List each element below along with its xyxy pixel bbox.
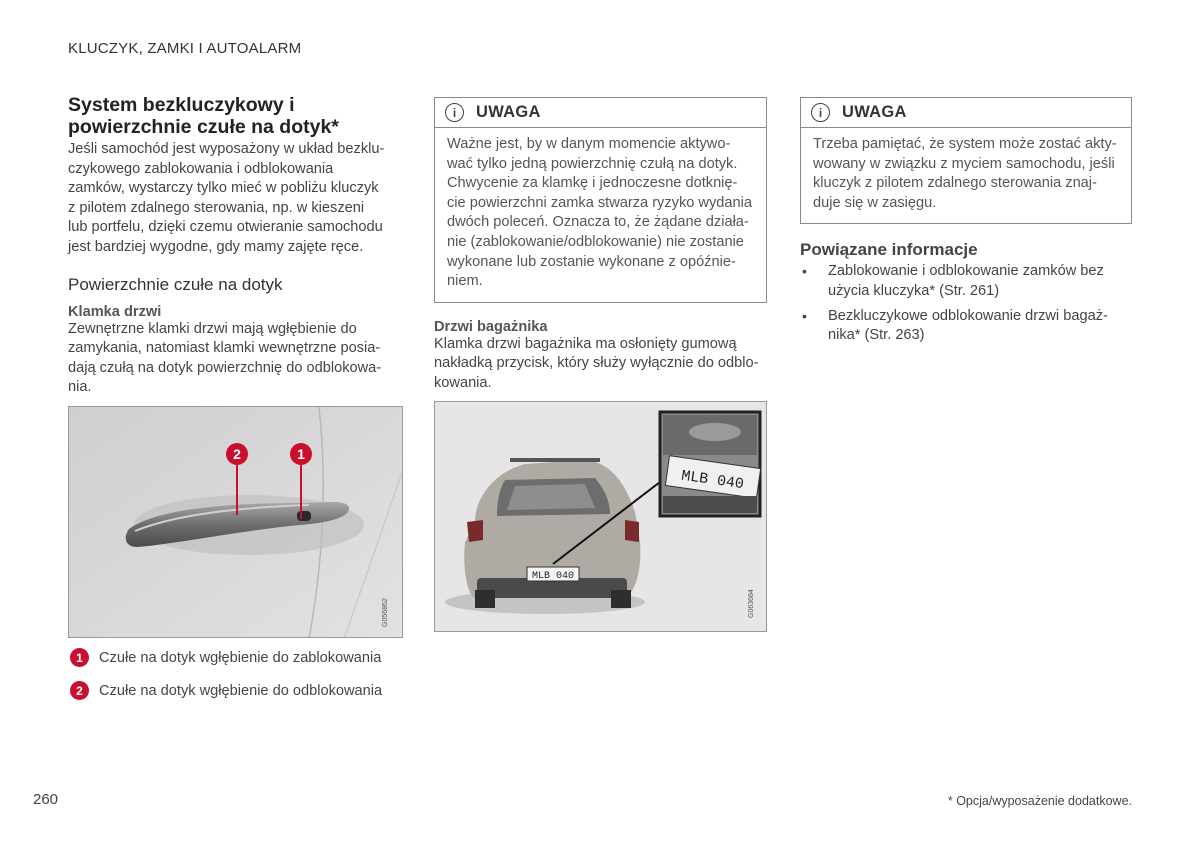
warning-line: wykonane lub zostanie wykonane z opóźnie- xyxy=(447,253,736,270)
trunk-line: Klamka drzwi bagażnika ma osłonięty gumową xyxy=(434,335,737,352)
trunk-line: nakładką przycisk, który służy wyłącznie do odblo- xyxy=(434,355,759,372)
related-heading: Powiązane informacje xyxy=(800,240,978,260)
handle-line: zamykania, natomiast klamki wewnętrzne posia- xyxy=(68,340,381,357)
intro-paragraph xyxy=(68,140,403,258)
warning-line: Trzeba pamiętać, że system może zostać akty- xyxy=(813,136,1117,152)
warning-line: kluczyk z pilotem zdalnego sterowania znaj- xyxy=(813,175,1097,192)
inset-detail xyxy=(660,412,761,516)
license-plate-text: MLB 040 xyxy=(531,571,575,582)
legend-text: Czułe na dotyk wgłębienie do zablokowania xyxy=(99,649,382,666)
touch-surfaces-heading: Powierzchnie czułe na dotyk xyxy=(68,274,283,294)
warning-line: Chwycenie za klamkę i jednoczesne dotknię- xyxy=(447,175,738,192)
column-middle xyxy=(434,97,767,394)
warning-line: dwóch poleceń. Oznacza to, że żądane działa- xyxy=(447,214,749,231)
callout-2 xyxy=(226,443,248,465)
warning-header xyxy=(801,98,1131,128)
intro-line: lub portfelu, dzięki czemu otwieranie samochodu xyxy=(68,219,383,236)
page-title xyxy=(68,94,403,138)
warning-header xyxy=(435,98,766,128)
related-line: użycia kluczyka* (Str. 261) xyxy=(828,282,1000,299)
svg-text:1: 1 xyxy=(297,446,305,462)
trunk-heading: Drzwi bagażnika xyxy=(434,318,548,335)
legend-item-1 xyxy=(70,648,381,667)
warning-line: wowany w związku z myciem samochodu, jeśli xyxy=(813,155,1115,172)
handle-line: nia. xyxy=(68,379,92,396)
legend-item-2 xyxy=(70,681,382,700)
related-line: Zablokowanie i odblokowanie zamków bez xyxy=(828,263,1104,280)
title-line-2: powierzchnie czułe na dotyk* xyxy=(68,116,339,138)
intro-line: zamków, wystarczy tylko mieć w pobliżu kluczyk xyxy=(68,180,379,197)
info-icon: i xyxy=(445,103,464,122)
warning-line: niem. xyxy=(447,273,483,290)
door-handle-figure xyxy=(68,406,403,638)
legend-number-badge: 1 xyxy=(70,648,89,667)
footnote: * Opcja/wyposażenie dodatkowe. xyxy=(947,794,1132,808)
column-left xyxy=(68,94,403,398)
door-handle-illustration xyxy=(69,407,403,638)
svg-text:2: 2 xyxy=(233,446,241,462)
trunk-figure xyxy=(434,401,767,632)
page-number: 260 xyxy=(33,791,59,808)
warning-box xyxy=(800,97,1132,224)
warning-line: nie (zablokowanie/odblokowanie) nie zostanie xyxy=(447,233,744,250)
legend-text: Czułe na dotyk wgłębienie do odblokowania xyxy=(99,682,383,699)
title-line-1: System bezkluczykowy i xyxy=(68,94,295,116)
intro-line: czykowego zablokowania i odblokowania xyxy=(68,160,334,177)
related-link-keyless-lock[interactable] xyxy=(800,262,1132,301)
warning-label: UWAGA xyxy=(476,103,541,121)
door-handle-heading: Klamka drzwi xyxy=(68,303,162,320)
column-right xyxy=(800,97,1132,351)
related-list xyxy=(800,262,1132,345)
warning-line: cie powierzchni zamka stwarza ryzyko wydania xyxy=(447,194,752,211)
callout-1 xyxy=(290,443,312,465)
handle-line: dają czułą na dotyk powierzchnię do odblokowa- xyxy=(68,359,382,376)
intro-line: jest bardziej wygodne, gdy mamy zajęte ręce. xyxy=(68,238,364,255)
intro-line: z pilotem zdalnego sterowania, np. w kieszeni xyxy=(68,199,365,216)
related-link-keyless-trunk[interactable] xyxy=(800,307,1132,346)
legend-number-badge: 2 xyxy=(70,681,89,700)
section-header: KLUCZYK, ZAMKI I AUTOALARM xyxy=(68,40,302,57)
warning-line: Ważne jest, by w danym momencie aktywo- xyxy=(447,136,731,152)
figure-code: G056862 xyxy=(382,598,389,627)
warning-box xyxy=(434,97,767,303)
figure-code: G063684 xyxy=(748,589,755,618)
related-line: nika* (Str. 263) xyxy=(828,327,925,344)
info-icon: i xyxy=(811,103,830,122)
warning-line: duje się w zasięgu. xyxy=(813,194,937,211)
door-handle-paragraph xyxy=(68,320,403,398)
trunk-line: kowania. xyxy=(434,374,492,391)
warning-text xyxy=(435,128,766,302)
warning-text xyxy=(801,128,1131,223)
trunk-paragraph xyxy=(434,335,767,394)
inset-plate-text: MLB 040 xyxy=(680,467,745,494)
handle-line: Zewnętrzne klamki drzwi mają wgłębienie do xyxy=(68,320,357,337)
bullet-icon: • xyxy=(802,307,807,324)
car-rear-illustration xyxy=(435,402,767,632)
warning-label: UWAGA xyxy=(842,103,907,121)
warning-line: wać tylko jedną powierzchnię czułą na dotyk. xyxy=(447,155,738,172)
bullet-icon: • xyxy=(802,263,807,280)
intro-line: Jeśli samochód jest wyposażony w układ bezklu- xyxy=(68,141,385,157)
related-line: Bezkluczykowe odblokowanie drzwi bagaż- xyxy=(828,307,1108,324)
